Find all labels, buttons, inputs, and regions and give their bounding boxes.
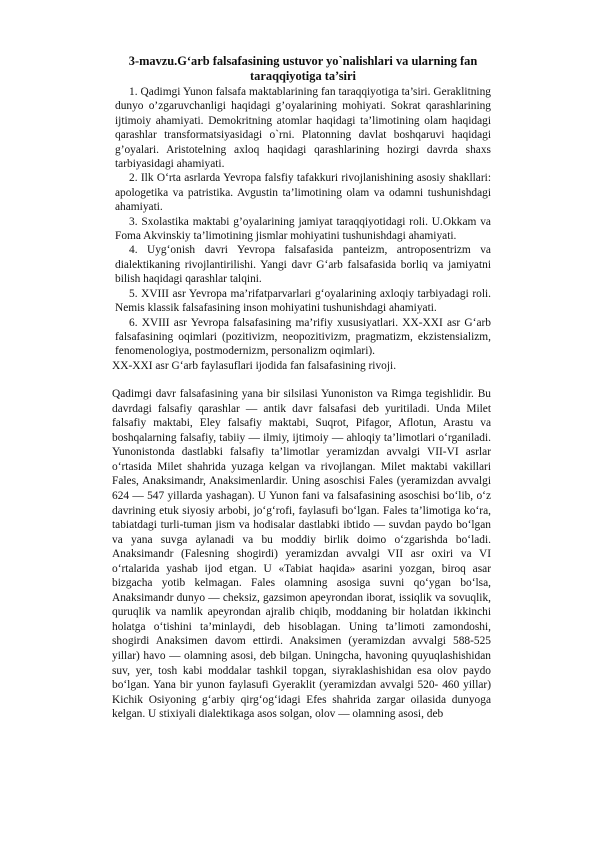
document-page [112,54,491,722]
document-title: 3-mavzu.G‘arb falsafasining ustuvor yo`nalishlari va ularning fan taraqqiyotiga ta’siri [128,54,478,83]
plan-item-number: 2. [129,172,138,185]
plan-item-4 [115,243,491,286]
plan-item-1 [115,85,491,171]
plan-item-text: XVIII asr Yevropa ma’rifatparvarlari g‘oyalarining axloqiy tarbiyadagi roli. Nemis klassik falsafasining inson mohiyatini tushunishdagi ahamiyati. [115,287,491,315]
plan-item-number: 6. [129,316,138,329]
plan-item-text: XVIII asr Yevropa falsafasining ma’rifiy xususiyatlari. XX-XXI asr G‘arb falsafasining oqimlari (pozitivizm, neopozitivizm, pragmatizm, ekzistensializm, fenomenologiya, postmodernizm, personalizm oqimlari). [115,316,491,358]
plan-item-6 [115,316,491,359]
plan-item-text: Uyg‘onish davri Yevropa falsafasida panteizm, antroposentrizm va dialektikaning rivojlantirilishi. Yangi davr G‘arb falsafasida borliq va jamiyatni bilish haqidagi qarashlar talqini. [115,244,491,286]
section-subtitle: XX-XXI asr G‘arb faylasuflari ijodida fan falsafasining rivoji. [112,359,397,372]
plan-item-number: 3. [129,215,138,228]
plan-item-text: Qadimgi Yunon falsafa maktablarining fan taraqqiyotiga ta’siri. Geraklitning dunyo o’zgaruvchanligi haqidagi g’oyalarining mohiyati. Sokrat qarashlarining ijtimoiy ahamiyati. Demokritning atomlar haqidagi ta’limotining olam haqidagi qarashlar transformatsiyasidagi o`rni. Platonning davlat boshqaruvi haqidagi g’oyalari. Aristotelning axloq haqidagi qarashlarining hozirgi davrda shaxs tarbiyasidagi ahamiyati. [115,86,491,171]
plan-item-5 [115,287,491,316]
plan-item-number: 1. [129,86,138,98]
plan-item-2 [115,171,491,214]
plan-item-3 [115,215,491,244]
plan-item-text: Ilk O‘rta asrlarda Yevropa falsfiy tafakkuri rivojlanishining asosiy shakllari: apologetika va patristika. Avgustin ta’limotining olam va odamni tushunishdagi ahamiyati. [115,172,491,214]
plan-item-number: 4. [129,244,138,257]
paragraph-gap [115,373,491,387]
plan-item-text: Sxolastika maktabi g’oyalarining jamiyat taraqqiyotidagi roli. U.Okkam va Foma Akvinskiy ta’limotining jismlar mohiyatini tushunishdagi ahamiyati. [115,215,491,243]
body-paragraph: Qadimgi davr falsafasining yana bir silsilasi Yunoniston va Rimga tegishlidir. Bu davrdagi falsafiy qarashlar — antik davr falsafasi deb yuritiladi. Unda Milet falsafiy maktabi, Eley falsafiy maktabi, Suqrot, Pifagor, Aflotun, Arastu va boshqalarning falsafiy, tabiiy — ilmiy, ijtimoiy — ahloqiy ta’limotlari o‘rganiladi. Yunonistonda dastlabki falsafiy ta’limotlar yeramizdan avvalgi VII-VI asrlar o‘rtasida Milet shahrida yuzaga kelgan va rivojlangan. Milet maktabi vakillari Fales, Anaksimandr, Anaksimenlardir. Uning asoschisi Fales (yeramizdan avvalgi 624 — 547 yillarda yashagan). U Yunon fani va falsafasining asoschisi bo‘lib, o‘z davrining etuk siyosiy arbobi, jo‘g‘rofi, faylasufi bo‘lgan. Fales ta’limotiga ko‘ra, tabiatdagi turli-tuman jism va hodisalar dastlabki ibtido — suvdan paydo bo‘lgan va yana suvga aylanadi va bu moddiy birlik doimo o‘zgarishda bo‘ladi. Anaksimandr (Falesning shogirdi) yeramizdan avvalgi VII asr oxiri va VI o‘rtalarida yashab ijod etgan. U «Tabiat haqida» asarini yozgan, biroq asar bizgacha yotib kelmagan. Fales olamning asosiga suvni qo‘ygan bo‘lsa, Anaksimandr dunyo — cheksiz, gazsimon apeyrondan iborat, issiqlik va sovuqlik, quruqlik va namlik apeyrondan ajralib chiqib, moddaning bir holatdan ikkinchi holatga o‘tishini ta’minlaydi, deb hisoblagan. Uning ta’limoti zamondoshi, shogirdi Anaksimen davom ettirdi. Anaksimen (yeramizdan avvalgi 588-525 yillar) havo — olamning asosi, deb bilgan. Uningcha, havoning quyuqlashishidan suv, yer, tosh kabi moddalar tashkil topgan, siyraklashishidan esa olov paydo bo‘lgan. Yana bir yunon faylasufi Gyeraklit (yeramizdan avvalgi 520- 460 yillar) Kichik Osiyoning g‘arbiy qirg‘og‘idagi Efes shahrida zargar oilasida dunyoga kelgan. U stixiyali dialektikaga asos solgan, olov — olamning asosi, deb [112,388,491,721]
plan-item-number: 5. [129,287,138,300]
plan-list [115,85,491,359]
